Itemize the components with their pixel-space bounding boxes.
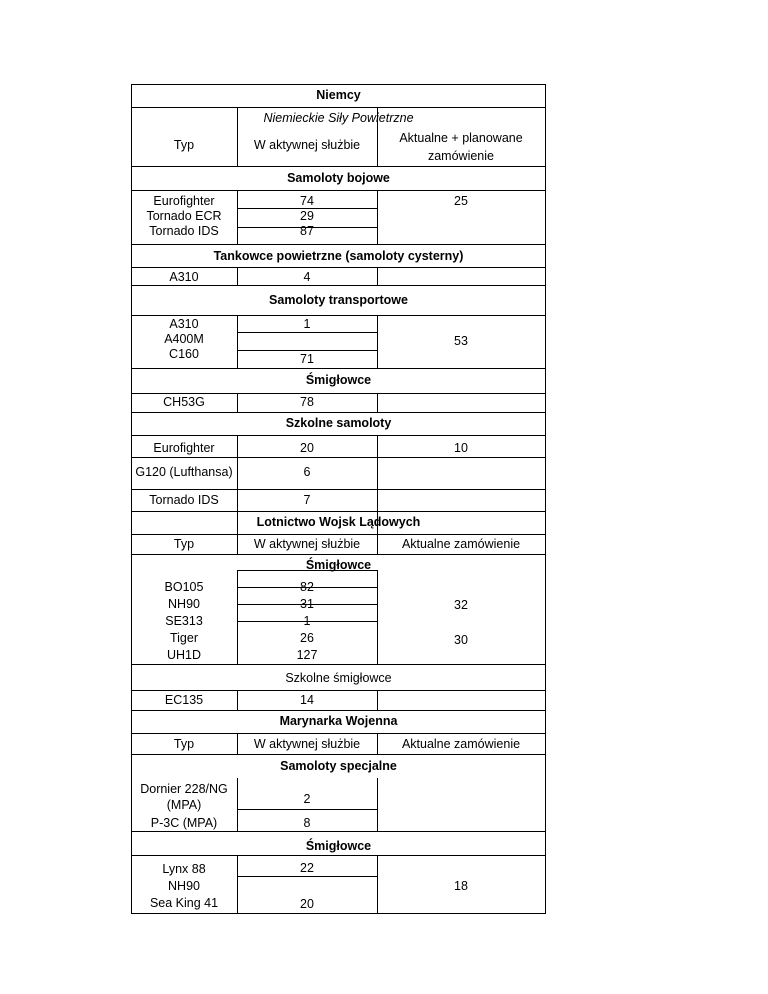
- type-cell: Lynx 88: [162, 862, 206, 876]
- header-active: W aktywnej służbie: [253, 138, 361, 152]
- type-cell: A310: [169, 270, 199, 284]
- type-list: [131, 579, 237, 664]
- type-list: [131, 861, 237, 912]
- type-cell: G120 (Lufthansa): [135, 465, 233, 479]
- orders-cell: 32: [454, 598, 468, 612]
- orders-cell: 18: [454, 879, 468, 893]
- type-cell: Tiger: [169, 631, 198, 645]
- type-cell: Eurofighter: [153, 194, 215, 208]
- active-list: [237, 579, 377, 664]
- type-cell: NH90: [168, 879, 200, 893]
- type-list: [131, 194, 237, 239]
- type-cell: C160: [169, 347, 199, 361]
- header-active: W aktywnej służbie: [253, 537, 361, 551]
- type-cell: Sea King 41: [149, 896, 219, 910]
- active-cell: 87: [300, 224, 314, 238]
- section-title-navy: Marynarka Wojenna: [279, 714, 398, 728]
- header-orders: Aktualne zamówienie: [401, 737, 521, 751]
- active-cell: 6: [303, 465, 311, 479]
- active-list: [237, 194, 377, 239]
- active-cell: 20: [300, 441, 314, 455]
- header-type: Typ: [173, 737, 195, 751]
- group-title-combat-aircraft: Samoloty bojowe: [287, 171, 390, 185]
- group-title-trainer-aircraft: Szkolne samoloty: [285, 416, 392, 430]
- section-title-army-aviation: Lotnictwo Wojsk Lądowych: [256, 515, 421, 529]
- active-cell: 31: [300, 597, 314, 611]
- active-cell: 26: [300, 631, 314, 645]
- active-cell: 127: [296, 648, 318, 662]
- active-cell: 1: [303, 317, 311, 331]
- type-cell: Eurofighter: [153, 441, 215, 455]
- type-cell: A310: [169, 317, 199, 331]
- active-cell: 8: [303, 816, 311, 830]
- header-type: Typ: [173, 537, 195, 551]
- active-cell: 20: [300, 897, 314, 911]
- type-cell: A400M: [164, 332, 204, 346]
- type-cell: Tornado IDS: [149, 493, 219, 507]
- type-list: [131, 317, 237, 362]
- group-title-helicopters: Śmigłowce: [305, 839, 372, 853]
- type-cell: P-3C (MPA): [150, 816, 218, 830]
- country-title: Niemcy: [316, 88, 361, 102]
- type-cell: EC135: [164, 693, 204, 707]
- orders-cell: 30: [454, 633, 468, 647]
- type-cell: NH90: [168, 597, 200, 611]
- group-title-helicopters: Śmigłowce: [305, 373, 372, 387]
- group-title-helicopters: Śmigłowce: [305, 558, 372, 572]
- active-cell: 82: [300, 580, 314, 594]
- type-cell: CH53G: [163, 395, 205, 409]
- type-cell: SE313: [165, 614, 203, 628]
- header-active: W aktywnej służbie: [253, 737, 361, 751]
- fleet-table: [131, 84, 546, 913]
- active-cell: 2: [303, 792, 311, 806]
- active-cell: 78: [300, 395, 314, 409]
- group-title-transport: Samoloty transportowe: [269, 293, 408, 307]
- type-cell: UH1D: [166, 648, 202, 662]
- orders-cell: 25: [454, 194, 468, 208]
- type-cell: BO105: [164, 580, 204, 594]
- type-cell: Dornier 228/NG (MPA): [140, 782, 228, 812]
- group-title-tankers: Tankowce powietrzne (samoloty cysterny): [213, 249, 464, 263]
- section-title-air-force: Niemieckie Siły Powietrzne: [263, 111, 414, 125]
- active-cell: 14: [300, 693, 314, 707]
- orders-cell: 53: [454, 334, 468, 348]
- active-cell: 4: [303, 270, 311, 284]
- group-title-special-aircraft: Samoloty specjalne: [280, 759, 397, 773]
- active-cell: 1: [303, 614, 311, 628]
- header-orders: Aktualne + planowane zamówienie: [399, 131, 523, 163]
- active-cell: 22: [300, 861, 314, 875]
- type-cell: Tornado ECR: [146, 209, 222, 223]
- type-cell: Tornado IDS: [149, 224, 219, 238]
- group-title-trainer-helicopters: Szkolne śmigłowce: [285, 671, 392, 685]
- active-cell: 29: [300, 209, 314, 223]
- active-cell: 74: [300, 194, 314, 208]
- header-type: Typ: [173, 138, 195, 152]
- active-cell: 7: [303, 493, 311, 507]
- active-cell: 71: [300, 352, 314, 366]
- orders-cell: 10: [454, 441, 468, 455]
- header-orders: Aktualne zamówienie: [401, 537, 521, 551]
